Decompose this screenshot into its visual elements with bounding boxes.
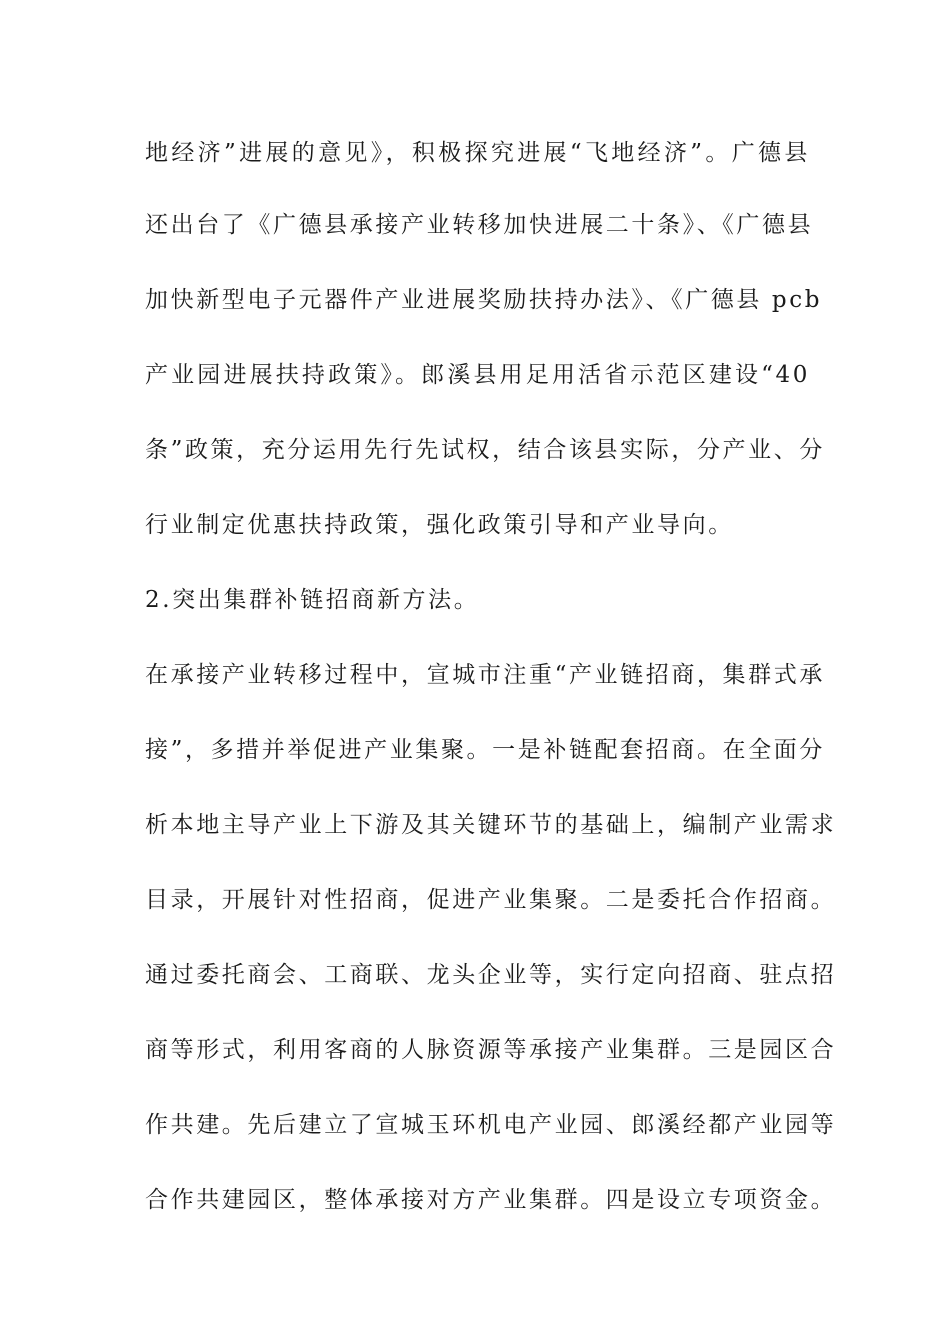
paragraph-line: 产业园进展扶持政策》。郎溪县用足用活省示范区建设“40 bbox=[145, 362, 810, 388]
paragraph-line: 合作共建园区，整体承接对方产业集群。四是设立专项资金。 bbox=[145, 1187, 837, 1213]
paragraph-line: 作共建。先后建立了宣城玉环机电产业园、郎溪经都产业园等 bbox=[145, 1112, 837, 1138]
paragraph-line: 接”，多措并举促进产业集聚。一是补链配套招商。在全面分 bbox=[145, 737, 825, 763]
paragraph-line: 条”政策，充分运用先行先试权，结合该县实际，分产业、分 bbox=[145, 437, 825, 463]
paragraph-line: 通过委托商会、工商联、龙头企业等，实行定向招商、驻点招 bbox=[145, 962, 837, 988]
paragraph-line: 在承接产业转移过程中，宣城市注重“产业链招商，集群式承 bbox=[145, 662, 825, 688]
paragraph-line: 行业制定优惠扶持政策，强化政策引导和产业导向。 bbox=[145, 512, 734, 538]
paragraph-line: 还出台了《广德县承接产业转移加快进展二十条》、《广德县 bbox=[145, 212, 814, 238]
paragraph-line: 地经济”进展的意见》，积极探究进展“飞地经济”。广德县 bbox=[145, 140, 810, 166]
paragraph-line: 加快新型电子元器件产业进展奖励扶持办法》、《广德县 pcb bbox=[145, 287, 823, 313]
paragraph-line: 商等形式，利用客商的人脉资源等承接产业集群。三是园区合 bbox=[145, 1037, 837, 1063]
paragraph-line: 目录，开展针对性招商，促进产业集聚。二是委托合作招商。 bbox=[145, 887, 837, 913]
section-heading: 2.突出集群补链招商新方法。 bbox=[145, 587, 480, 613]
paragraph-line: 析本地主导产业上下游及其关键环节的基础上，编制产业需求 bbox=[145, 812, 837, 838]
